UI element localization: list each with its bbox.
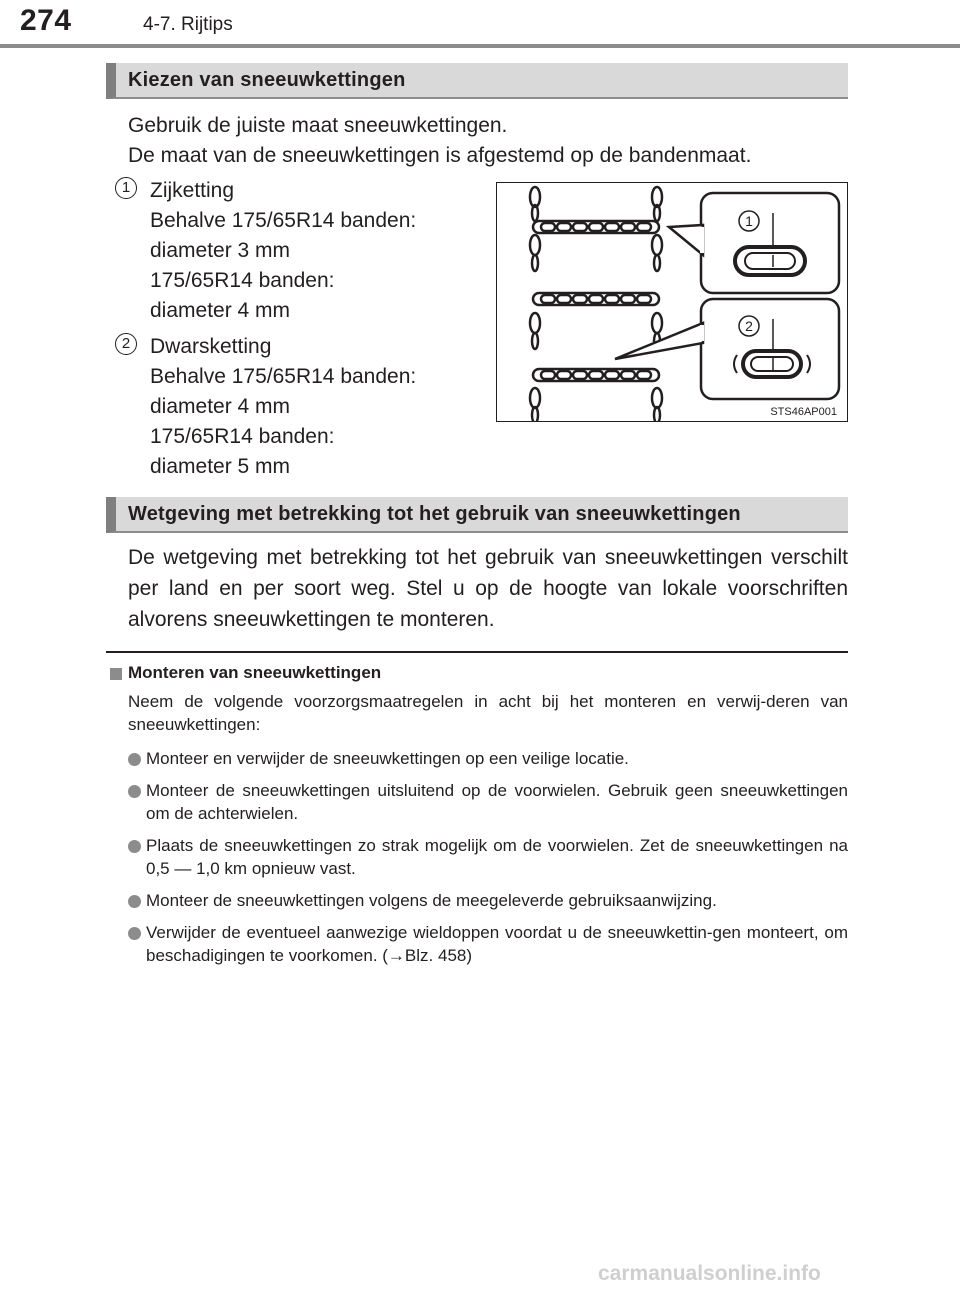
square-bullet-icon [110,668,122,680]
header-rule [0,44,960,48]
precaution-item: Monteer en verwijder de sneeuwkettingen op een veilige locatie. [146,749,629,768]
cross-chain-spec [150,332,416,482]
precaution-item: Monteer de sneeuwkettingen uitsluitend op de voorwielen. Gebruik geen sneeuwkettingen om de achterwielen. [146,781,848,823]
snow-chain-drawing [497,183,848,422]
spec-line: Zijketting [150,179,235,202]
precaution-item: Monteer de sneeuwkettingen volgens de meegeleverde gebruiksaanwijzing. [146,891,717,910]
spec-line: 175/65R14 banden: [150,425,335,448]
spec-line: 175/65R14 banden: [150,269,335,292]
mounting-intro: Neem de volgende voorzorgsmaatregelen in acht bij het monteren en verwij-deren van sneeuwkettingen: [128,692,848,734]
bullet-dot-icon [128,927,141,940]
intro-line-1: Gebruik de juiste maat sneeuwkettingen. [128,114,508,137]
spec-line: Behalve 175/65R14 banden: [150,365,417,388]
bullet-dot-icon [128,840,141,853]
section-heading-text: Kiezen van sneeuwkettingen [128,69,406,91]
callout-box-1 [701,193,839,293]
bullet-dot-icon [128,895,141,908]
side-chain-spec [150,176,416,326]
divider [106,651,848,653]
intro-line-2: De maat van de sneeuwkettingen is afgestemd op de bandenmaat. [128,144,752,167]
watermark: carmanualsonline.info [598,1262,821,1285]
figure-code: STS46AP001 [770,406,837,418]
precaution-item: Verwijder de eventueel aanwezige wieldoppen voordat u de sneeuwkettin-gen monteert, om beschadigingen te voorkomen. (→Blz. 458) [146,923,848,965]
subheading-mounting: Monteren van sneeuwkettingen [128,663,382,682]
bullet-dot-icon [128,753,141,766]
number-circle-1: 1 [115,177,137,199]
page-number: 274 [20,4,72,37]
spec-line: Dwarsketting [150,335,272,358]
section-heading-snow-chains [106,63,848,99]
chain-links-icon [530,187,662,422]
section-heading-text: Wetgeving met betrekking tot het gebruik van sneeuwkettingen [128,503,741,525]
spec-line: diameter 3 mm [150,239,291,262]
precaution-item: Plaats de sneeuwkettingen zo strak mogelijk om de voorwielen. Zet de sneeuwkettingen na 0,5 — 1,0 km opnieuw vast. [146,836,848,878]
spec-line: diameter 4 mm [150,395,291,418]
number-circle-2: 2 [115,333,137,355]
callout-number-2: 2 [745,318,753,334]
bullet-dot-icon [128,785,141,798]
pointer-1 [669,225,703,255]
snow-chain-illustration [496,182,848,422]
spec-line: diameter 4 mm [150,299,291,322]
section-heading-legislation [106,497,848,533]
section-label: 4-7. Rijtips [143,14,233,35]
pointer-2 [615,323,703,359]
legislation-paragraph: De wetgeving met betrekking tot het gebruik van sneeuwkettingen verschilt per land en per soort weg. Stel u op de hoogte van lokale voorschriften alvorens sneeuwkettingen te monteren. [128,546,848,631]
callout-number-1: 1 [745,213,753,229]
spec-line: Behalve 175/65R14 banden: [150,209,417,232]
spec-line: diameter 5 mm [150,455,291,478]
